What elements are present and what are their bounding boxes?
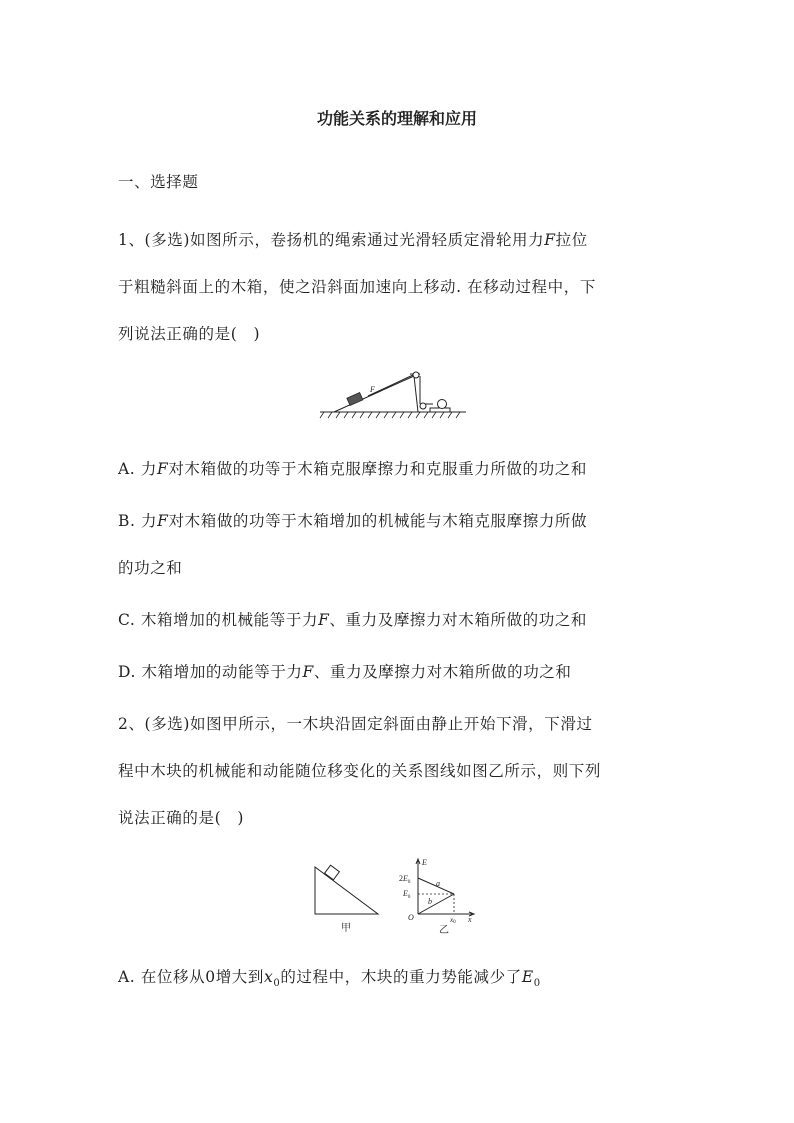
graph-x-axis-label: x bbox=[468, 915, 472, 924]
q1-option-b bbox=[118, 509, 587, 531]
q1-option-a bbox=[118, 457, 587, 479]
q1-option-b-post: 对木箱做的功等于木箱增加的机械能与木箱克服摩擦力所做 bbox=[168, 512, 588, 530]
q2-line-3: 说法正确的是( ) bbox=[118, 809, 244, 827]
q1-option-c-post: 、重力及摩擦力对木箱所做的功之和 bbox=[329, 611, 588, 629]
q1-option-c bbox=[118, 608, 587, 630]
q2-option-a-e-sub: 0 bbox=[533, 978, 541, 990]
q2-option-a-e: E bbox=[521, 968, 534, 986]
winch-icon bbox=[420, 400, 450, 413]
q1-option-a-force: F bbox=[156, 460, 169, 478]
q1-line-3: 列说法正确的是( ) bbox=[118, 325, 261, 343]
q2-line-2: 程中木块的机械能和动能随位移变化的关系图线如图乙所示，则下列 bbox=[118, 762, 602, 780]
section-heading: 一、选择题 bbox=[118, 173, 199, 191]
q1-option-a-post: 对木箱做的功等于木箱克服摩擦力和克服重力所做的功之和 bbox=[168, 460, 587, 478]
q1-option-c-force: F bbox=[318, 611, 330, 629]
q2-line-1: 2、(多选)如图甲所示，一木块沿固定斜面由静止开始下滑，下滑过 bbox=[118, 715, 593, 733]
q1-option-c-pre: C. 木箱增加的机械能等于力 bbox=[118, 611, 319, 629]
q1-option-d bbox=[118, 660, 572, 682]
q1-force-symbol: F bbox=[544, 231, 556, 249]
q1-line-1-post: 拉位 bbox=[555, 231, 588, 249]
fig-jia-label: 甲 bbox=[341, 923, 351, 934]
q1-incline-figure bbox=[318, 368, 468, 424]
fig-yi-label: 乙 bbox=[439, 925, 449, 936]
q1-option-b-force: F bbox=[157, 512, 169, 530]
box-icon bbox=[347, 393, 363, 406]
q2-option-a-mid: 的过程中，木块的重力势能减少了 bbox=[280, 968, 522, 986]
graph-x0-label: x0 bbox=[450, 916, 456, 925]
page-title: 功能关系的理解和应用 bbox=[316, 109, 477, 128]
graph-2e0-label: $2E_0$ bbox=[399, 874, 411, 885]
q1-line-1-pre: 1、(多选)如图所示，卷扬机的绳索通过光滑轻质定滑轮用力 bbox=[118, 231, 545, 249]
q2-option-a-pre: A. 在位移从0增大到 bbox=[118, 968, 265, 986]
pulley-icon bbox=[413, 372, 419, 378]
q2-figure-yi bbox=[386, 856, 482, 936]
q1-option-d-force: F bbox=[302, 663, 314, 681]
q1-option-b-line-2: 的功之和 bbox=[118, 559, 183, 577]
q1-line-2: 于粗糙斜面上的木箱，使之沿斜面加速向上移动. 在移动过程中，下 bbox=[118, 278, 596, 296]
q1-option-b-pre: B. 力 bbox=[118, 512, 158, 530]
q2-option-a-x-sub: 0 bbox=[273, 978, 281, 990]
graph-e0-label: $E_0$ bbox=[403, 889, 411, 900]
graph-line-a-label: a bbox=[436, 879, 440, 888]
figure-force-label: F bbox=[370, 385, 375, 394]
q1-line-1 bbox=[118, 228, 588, 250]
graph-origin-label: O bbox=[408, 913, 414, 922]
graph-e-axis-label: E bbox=[422, 858, 427, 867]
graph-line-b-label: b bbox=[428, 897, 432, 906]
q2-figure-jia bbox=[310, 862, 385, 934]
q1-option-d-pre: D. 木箱增加的动能等于力 bbox=[118, 663, 303, 681]
q2-option-a-x: x bbox=[264, 968, 274, 986]
q2-option-a bbox=[118, 965, 541, 989]
q1-option-d-post: 、重力及摩擦力对木箱所做的功之和 bbox=[313, 663, 572, 681]
q1-option-a-pre: A. 力 bbox=[118, 460, 157, 478]
